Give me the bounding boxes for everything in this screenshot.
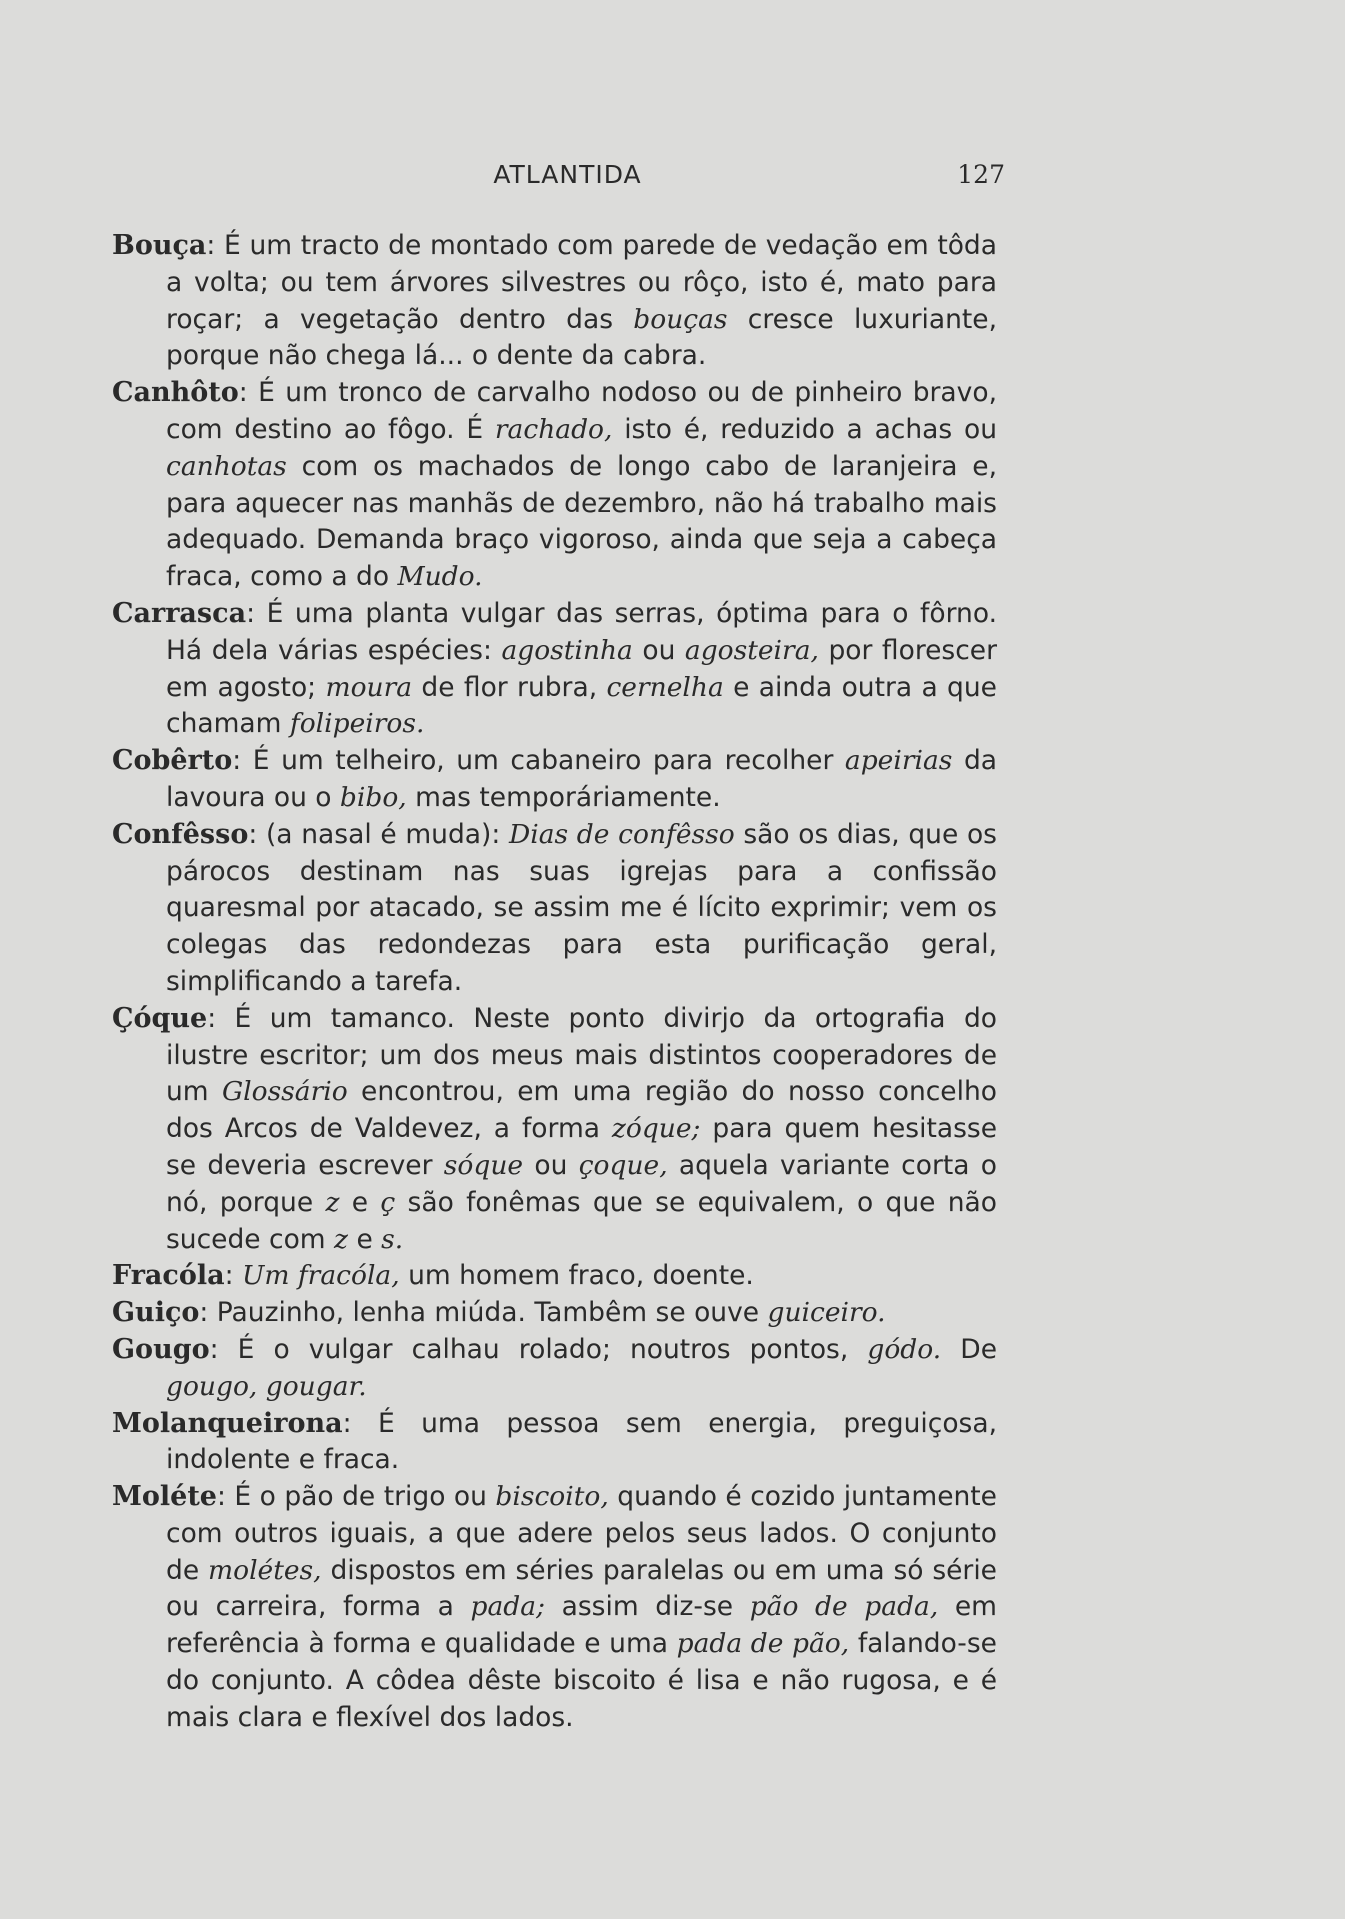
entry-italic-term: ç bbox=[380, 1186, 396, 1218]
glossary-entry: Guiço: Pauzinho, lenha miúda. Tambêm se ouve guiceiro. bbox=[112, 1297, 886, 1329]
entry-text: É o vulgar calhau rolado; noutros pontos, bbox=[237, 1333, 868, 1365]
entry-italic-term: pão de pada, bbox=[749, 1591, 939, 1623]
entry-italic-term: cernelha bbox=[606, 671, 724, 703]
entry-italic-term: z bbox=[334, 1223, 349, 1255]
entry-text: são os dias, que os párocos destinam nas suas igrejas para a confissão quaresmal por atacado, se assim me é lícito exprimir; vem os colegas das redondezas para esta purificação geral, simplificando a tarefa. bbox=[166, 818, 997, 997]
entry-italic-term: pada; bbox=[470, 1591, 546, 1623]
entry-text: em referência à forma e qualidade e uma bbox=[166, 1591, 997, 1660]
entry-text: quando é cozido juntamente com outros iguais, a que adere pelos seus lados. O conjunto de bbox=[166, 1481, 997, 1586]
entry-italic-term: moura bbox=[325, 671, 413, 703]
glossary-entry: Molanqueirona: É uma pessoa sem energia, preguiçosa, indolente e fraca. bbox=[112, 1407, 998, 1476]
entry-headword: Molanqueirona bbox=[112, 1407, 343, 1439]
entry-text: É um tamanco. Neste ponto divirjo da ortografia do ilustre escritor; um dos meus mais distintos cooperadores de um bbox=[166, 1002, 997, 1108]
entry-text: assim diz-se bbox=[545, 1591, 750, 1623]
glossary-entry: Çóque: É um tamanco. Neste ponto divirjo da ortografia do ilustre escritor; um dos meus mais distintos cooperadores de um Glossário encontrou, em uma região do nosso concelho dos Arcos de Valdevez, a forma zóque; para quem hesitasse se deveria escrever sóque ou çoque, aquela variante corta o nó, porque z e ç são fonêmas que se equivalem, o que não sucede com z e s. bbox=[112, 1002, 998, 1255]
entry-italic-term: bouças bbox=[633, 303, 728, 335]
glossary-entry: Gougo: É o vulgar calhau rolado; noutros pontos, gódo. De gougo, gougar. bbox=[112, 1333, 997, 1402]
entry-text: para quem hesitasse se deveria escrever bbox=[166, 1113, 997, 1181]
entry-text: e bbox=[348, 1223, 382, 1255]
glossary-entry: Cobêrto: É um telheiro, um cabaneiro para recolher apeirias da lavoura ou o bibo, mas temporáriamente. bbox=[112, 745, 998, 813]
entry-text: por florescer em agosto; bbox=[166, 634, 998, 703]
entry-italic-term: molétes, bbox=[207, 1554, 322, 1586]
entry-headword: Çóque bbox=[112, 1002, 208, 1034]
entry-text: É um tronco de carvalho nodoso ou de pinheiro bravo, com destino ao fôgo. É bbox=[166, 377, 997, 445]
entry-text: É um tracto de montado com parede de vedação em tôda a volta; ou tem árvores silvestres ou rôço, isto é, mato para roçar; a vegetação dentro das bbox=[166, 230, 997, 335]
running-title: ATLANTIDA bbox=[493, 160, 642, 189]
entry-text: ou bbox=[632, 634, 685, 666]
entry-text: falando-se do conjunto. A côdea dêste biscoito é lisa e não rugosa, e é mais clara e flexível dos lados. bbox=[166, 1628, 997, 1733]
glossary-entry: Canhôto: É um tronco de carvalho nodoso ou de pinheiro bravo, com destino ao fôgo. É rachado, isto é, reduzido a achas ou canhotas com os machados de longo cabo de laranjeira e, para aquecer nas manhãs de dezembro, não há trabalho mais adequado. Demanda braço vigoroso, ainda que seja a cabeça fraca, como a do Mudo. bbox=[112, 377, 997, 593]
entry-headword: Guiço bbox=[112, 1297, 200, 1329]
entry-text: dispostos em séries paralelas ou em uma só série ou carreira, forma a bbox=[166, 1554, 997, 1623]
glossary-entry: Carrasca: É uma planta vulgar das serras, óptima para o fôrno. Há dela várias espécies: agostinha ou agosteira, por florescer em agosto; moura de flor rubra, cernelha e ainda outra a que chamam folipeiros. bbox=[112, 597, 998, 740]
entry-headword: Bouça bbox=[112, 230, 207, 261]
entry-text: É um telheiro, um cabaneiro para recolher bbox=[252, 745, 845, 777]
entry-italic-term: canhotas bbox=[166, 450, 287, 482]
entry-text: mas temporáriamente. bbox=[406, 781, 721, 813]
entry-text: cresce luxuriante, porque não chega lá... o dente da cabra. bbox=[166, 303, 997, 372]
entry-headword: Moléte bbox=[112, 1481, 217, 1513]
entry-text: encontrou, em uma região do nosso concelho dos Arcos de Valdevez, a forma bbox=[166, 1076, 997, 1145]
entry-text: e bbox=[339, 1186, 381, 1218]
entry-text: De bbox=[941, 1333, 997, 1365]
entry-italic-term: rachado, bbox=[494, 413, 613, 445]
entry-text: É o pão de trigo ou bbox=[234, 1481, 496, 1513]
entry-italic-term: apeirias bbox=[844, 745, 953, 777]
entry-headword: Cobêrto bbox=[112, 745, 233, 777]
entry-text: É uma pessoa sem energia, preguiçosa, indolente e fraca. bbox=[166, 1407, 998, 1476]
entry-italic-term: guiceiro. bbox=[767, 1297, 886, 1329]
page-number: 127 bbox=[957, 160, 1005, 189]
entry-italic-term: agostinha bbox=[501, 634, 633, 666]
entry-italic-term: sóque bbox=[443, 1149, 524, 1181]
entry-italic-term: agosteira, bbox=[684, 634, 819, 666]
glossary-entry: Fracóla: Um fracóla, um homem fraco, doente. bbox=[112, 1260, 754, 1292]
entry-text: da lavoura ou o bbox=[166, 745, 998, 813]
entry-text: É uma planta vulgar das serras, óptima para o fôrno. Há dela várias espécies: bbox=[166, 597, 997, 666]
entry-text: (a nasal é muda): bbox=[265, 818, 509, 850]
entry-italic-term: Mudo. bbox=[397, 561, 483, 593]
entry-text: com os machados de longo cabo de laranjeira e, para aquecer nas manhãs de dezembro, não há trabalho mais adequado. Demanda braço vigoroso, ainda que seja a cabeça fraca, como a do bbox=[166, 450, 997, 593]
entry-italic-term: Dias de confêsso bbox=[509, 818, 735, 850]
entry-italic-term: folipeiros. bbox=[289, 708, 425, 740]
entry-italic-term: gougo, gougar. bbox=[166, 1370, 367, 1402]
entry-italic-term: Glossário bbox=[221, 1076, 348, 1108]
glossary-entries bbox=[112, 228, 997, 1737]
page-header bbox=[130, 160, 1005, 200]
entry-italic-term: pada de pão, bbox=[676, 1628, 850, 1660]
entry-italic-term: s. bbox=[381, 1223, 404, 1255]
entry-text: são fonêmas que se equivalem, o que não sucede com bbox=[166, 1186, 997, 1255]
entry-italic-term: Um fracóla, bbox=[241, 1260, 400, 1292]
entry-text: um homem fraco, doente. bbox=[399, 1260, 754, 1292]
entry-italic-term: çoque, bbox=[578, 1149, 668, 1181]
entry-headword: Canhôto bbox=[112, 377, 239, 409]
entry-headword: Confêsso bbox=[112, 818, 249, 850]
entry-italic-term: biscoito, bbox=[495, 1481, 609, 1513]
entry-italic-term: bibo, bbox=[339, 781, 407, 813]
entry-text: ou bbox=[523, 1149, 579, 1181]
entry-text: de flor rubra, bbox=[412, 671, 607, 703]
entry-headword: Gougo bbox=[112, 1333, 210, 1365]
entry-italic-term: z bbox=[325, 1186, 340, 1218]
glossary-entry: Bouça: É um tracto de montado com parede de vedação em tôda a volta; ou tem árvores silvestres ou rôço, isto é, mato para roçar; a vegetação dentro das bouças cresce luxuriante, porque não chega lá... o dente da cabra. bbox=[112, 230, 997, 372]
glossary-entry: Moléte: É o pão de trigo ou biscoito, quando é cozido juntamente com outros iguais, a que adere pelos seus lados. O conjunto de molétes, dispostos em séries paralelas ou em uma só série ou carreira, forma a pada; assim diz-se pão de pada, em referência à forma e qualidade e uma pada de pão, falando-se do conjunto. A côdea dêste biscoito é lisa e não rugosa, e é mais clara e flexível dos lados. bbox=[112, 1481, 997, 1733]
entry-headword: Fracóla bbox=[112, 1260, 225, 1292]
entry-italic-term: gódo. bbox=[867, 1333, 942, 1365]
entry-text: aquela variante corta o nó, porque bbox=[166, 1149, 998, 1218]
glossary-entry: Confêsso: (a nasal é muda): Dias de confêsso são os dias, que os párocos destinam nas suas igrejas para a confissão quaresmal por atacado, se assim me é lícito exprimir; vem os colegas das redondezas para esta purificação geral, simplificando a tarefa. bbox=[112, 818, 997, 997]
entry-text: e ainda outra a que chamam bbox=[166, 671, 997, 740]
entry-text: isto é, reduzido a achas ou bbox=[612, 413, 997, 445]
entry-italic-term: zóque; bbox=[611, 1113, 701, 1145]
entry-headword: Carrasca bbox=[112, 597, 247, 629]
entry-text: Pauzinho, lenha miúda. Tambêm se ouve bbox=[216, 1297, 768, 1329]
